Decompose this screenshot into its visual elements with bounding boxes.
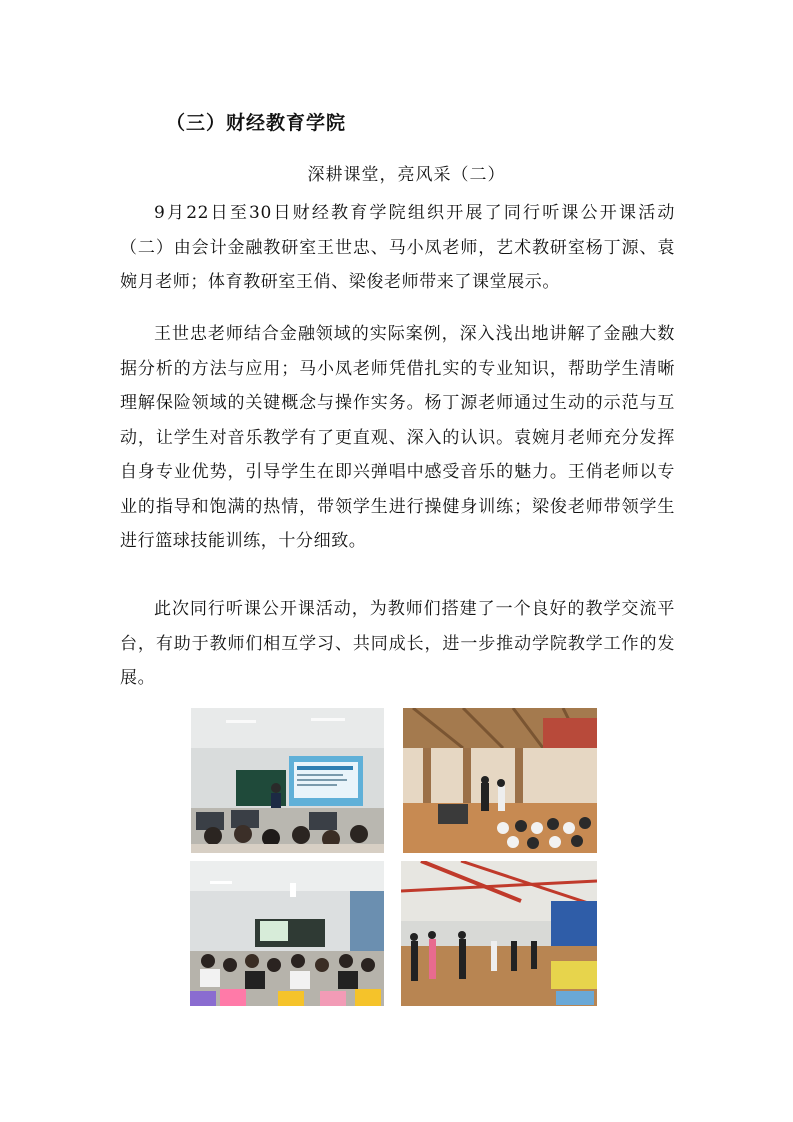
- section-heading: （三）财经教育学院: [166, 112, 347, 134]
- photo-computer-lab-class: [191, 708, 384, 853]
- photo-music-hall-class: [403, 708, 597, 853]
- photo-gym-training: [401, 861, 597, 1006]
- article-subtitle: 深耕课堂，亮风采（二）: [307, 165, 506, 185]
- paragraph-details: 王世忠老师结合金融领域的实际案例，深入浅出地讲解了金融大数据分析的方法与应用；马小凤老师凭借扎实的专业知识，帮助学生清晰理解保险领域的关键概念与操作实务。杨丁源老师通过生动的示范与互动，让学生对音乐教学有了更直观、深入的认识。袁婉月老师充分发挥自身专业优势，引导学生在即兴弹唱中感受音乐的魅力。王俏老师以专业的指导和饱满的热情，带领学生进行操健身训练；梁俊老师带领学生进行篮球技能训练，十分细致。: [120, 324, 675, 551]
- photo-music-classroom: [190, 861, 384, 1006]
- paragraph-intro: 9月22日至30日财经教育学院组织开展了同行听课公开课活动（二）由会计金融教研室王世忠、马小凤老师，艺术教研室杨丁源、袁婉月老师；体育教研室王俏、梁俊老师带来了课堂展示。: [120, 203, 675, 292]
- paragraph-conclusion: 此次同行听课公开课活动，为教师们搭建了一个良好的教学交流平台，有助于教师们相互学习、共同成长，进一步推动学院教学工作的发展。: [120, 599, 675, 688]
